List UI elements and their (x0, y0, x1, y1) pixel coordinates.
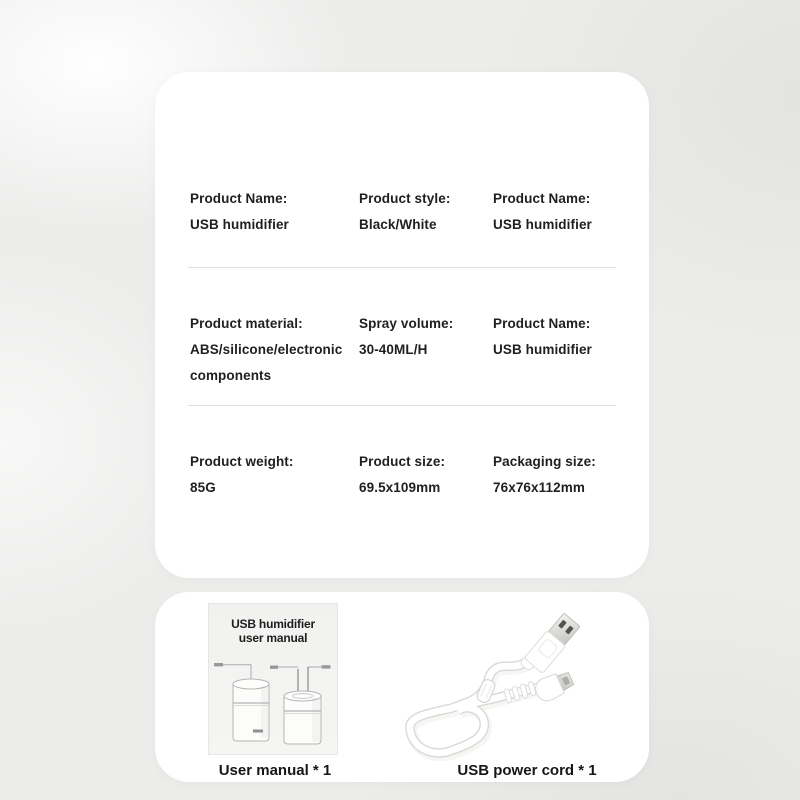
spec-cell (493, 311, 643, 363)
user-manual-booklet (208, 603, 338, 755)
spec-value: USB humidifier (493, 217, 592, 232)
spec-value: 30-40ML/H (359, 342, 428, 357)
spec-value: 85G (190, 480, 216, 495)
divider (188, 405, 616, 406)
spec-cell (359, 311, 491, 363)
manual-title (209, 604, 337, 645)
tiny-label-placeholder (253, 730, 263, 733)
manual-title-line1: USB humidifier (231, 617, 315, 631)
package-card (155, 592, 649, 782)
manual-title-line2: user manual (238, 631, 308, 645)
spec-value: 69.5x109mm (359, 480, 441, 495)
spec-label: Product Name: (493, 316, 591, 331)
spec-label: Product weight: (190, 454, 294, 469)
micro-usb-connector (532, 668, 576, 704)
spec-label: Product size: (359, 454, 446, 469)
spec-label: Packaging size: (493, 454, 596, 469)
spec-label: Product material: (190, 316, 303, 331)
spec-cell (190, 311, 358, 389)
usb-power-cord-illustration (400, 595, 645, 761)
cable-cord-core (410, 662, 540, 753)
spec-cell (359, 186, 491, 238)
spec-value: USB humidifier (190, 217, 289, 232)
tiny-label-placeholder (214, 663, 223, 666)
tiny-label-placeholder (322, 665, 331, 668)
spec-card (155, 72, 649, 578)
spec-cell (493, 449, 643, 501)
manual-right-humidifier (284, 667, 321, 744)
tiny-label-placeholder (270, 666, 278, 669)
spec-cell (190, 449, 358, 501)
spec-value: Black/White (359, 217, 437, 232)
spec-value: ABS/silicone/electronic components (190, 342, 343, 383)
spec-value: 76x76x112mm (493, 480, 585, 495)
spec-label: Product style: (359, 191, 451, 206)
spec-cell (493, 186, 643, 238)
manual-left-humidifier (233, 679, 269, 741)
spec-cell (359, 449, 491, 501)
spec-value: USB humidifier (493, 342, 592, 357)
manual-caption: User manual * 1 (218, 762, 332, 779)
spec-cell (190, 186, 358, 238)
spec-label: Product Name: (493, 191, 591, 206)
usb-a-connector (519, 612, 581, 679)
spec-label: Product Name: (190, 191, 288, 206)
manual-illustration (209, 648, 339, 754)
divider (188, 267, 616, 268)
cord-caption: USB power cord * 1 (457, 762, 597, 779)
spec-label: Spray volume: (359, 316, 454, 331)
